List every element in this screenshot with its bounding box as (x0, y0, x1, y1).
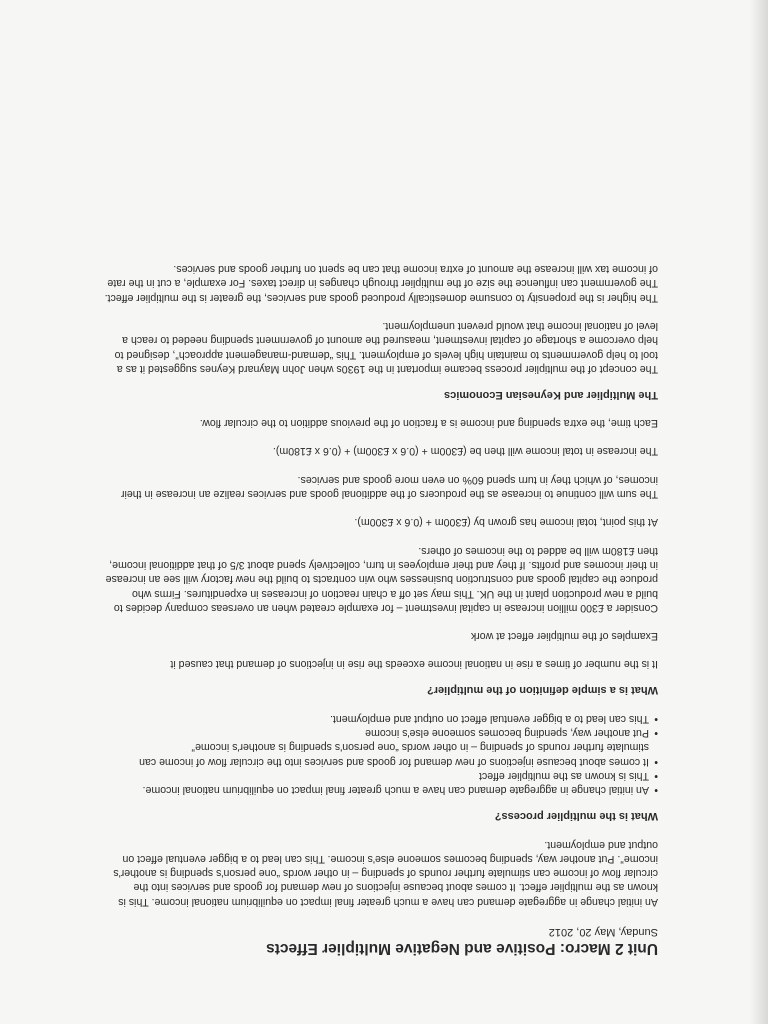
definition-paragraph: It is the number of times a rise in national income exceeds the rise in injections of demand that caused it (170, 658, 658, 671)
bullet-item: • It comes about because injections of new demand for goods and services into the circular flow of income can stimulate further rounds of spending – in other words “one person's spending is another's income” (98, 740, 658, 769)
document-date: Sunday, May 20, 2012 (548, 926, 658, 938)
keynes-paragraph: The concept of the multiplier process became important in the 1930s when John Maynard Keynes suggested it as a tool to help governments to maintain high levels of employment. This “demand-management approach”, designed to help overcome a shortage of capital investment, measured the amount of government spending needed to reach a level of national income that would prevent unemployment. (114, 319, 658, 375)
bullet-item: • Put another way, spending becomes someone else's income (98, 726, 658, 740)
section-heading-definition: What is a simple definition of the multiplier? (426, 684, 658, 697)
propensity-paragraph: The higher is the propensity to consume domestically produced goods and services, the greater is the multiplier effect. The government can influence the size of the multiplier through changes in direct taxes. For example, a cut in the rate of income tax will increase the amount of extra income that can be spent on further goods and services. (104, 263, 658, 304)
process-bullet-list (98, 711, 658, 797)
each-time-paragraph: Each time, the extra spending and income is a fraction of the previous addition to the circular flow. (199, 417, 658, 430)
sum-continue-paragraph: The sum will continue to increase as the producers of the additional goods and services realize an increase in their incomes, of which they in turn spend 60% on even more goods and services. (120, 473, 658, 501)
scan-edge-shadow (750, 0, 768, 1024)
at-this-point-paragraph: At this point, total income has grown by (£300m + (0.6 x £300m). (354, 516, 658, 529)
section-heading-process: What is the multiplier process? (494, 810, 658, 823)
bullet-item: • An initial change in aggregate demand can have a much greater final impact on equilibrium national income. (98, 783, 658, 797)
examples-heading: Examples of the multiplier effect at work (470, 630, 658, 643)
document-body (98, 248, 658, 958)
example-paragraph: Consider a £300 million increase in capital investment – for example created when an overseas company decides to build a new production plant in the UK. This may set off a chain reaction of increases in expenditures. Firms who produce the capital goods and construction businesses who win contracts to build the new factory will see an increase in their incomes and profits. If they and their employees in turn, collectively spend about 3/5 of that additional income, then £180m will be added to the incomes of others. (105, 544, 658, 614)
document-title: Unit 2 Macro: Positive and Negative Multiplier Effects (266, 940, 658, 957)
bullet-item: • This can lead to a bigger eventual effect on output and employment. (98, 711, 658, 725)
bullet-item: • This is known as the multiplier effect (98, 769, 658, 783)
intro-paragraph: An initial change in aggregate demand can have a much greater final impact on equilibrium national income. This is known as the multiplier effect. It comes about because injections of new demand for goods and services into the circular flow of income can stimulate further rounds of spending – in other words “one person's spending is another's income”. Put another way, spending becomes someone else's income. This can lead to a bigger eventual effect on output and employment. (113, 838, 658, 908)
total-income-paragraph: The increase in total income will then be (£300m + (0.6 x £300m) + (0.6 x £180m). (272, 445, 658, 458)
section-heading-keynes: The Multiplier and Keynesian Economics (444, 388, 658, 401)
